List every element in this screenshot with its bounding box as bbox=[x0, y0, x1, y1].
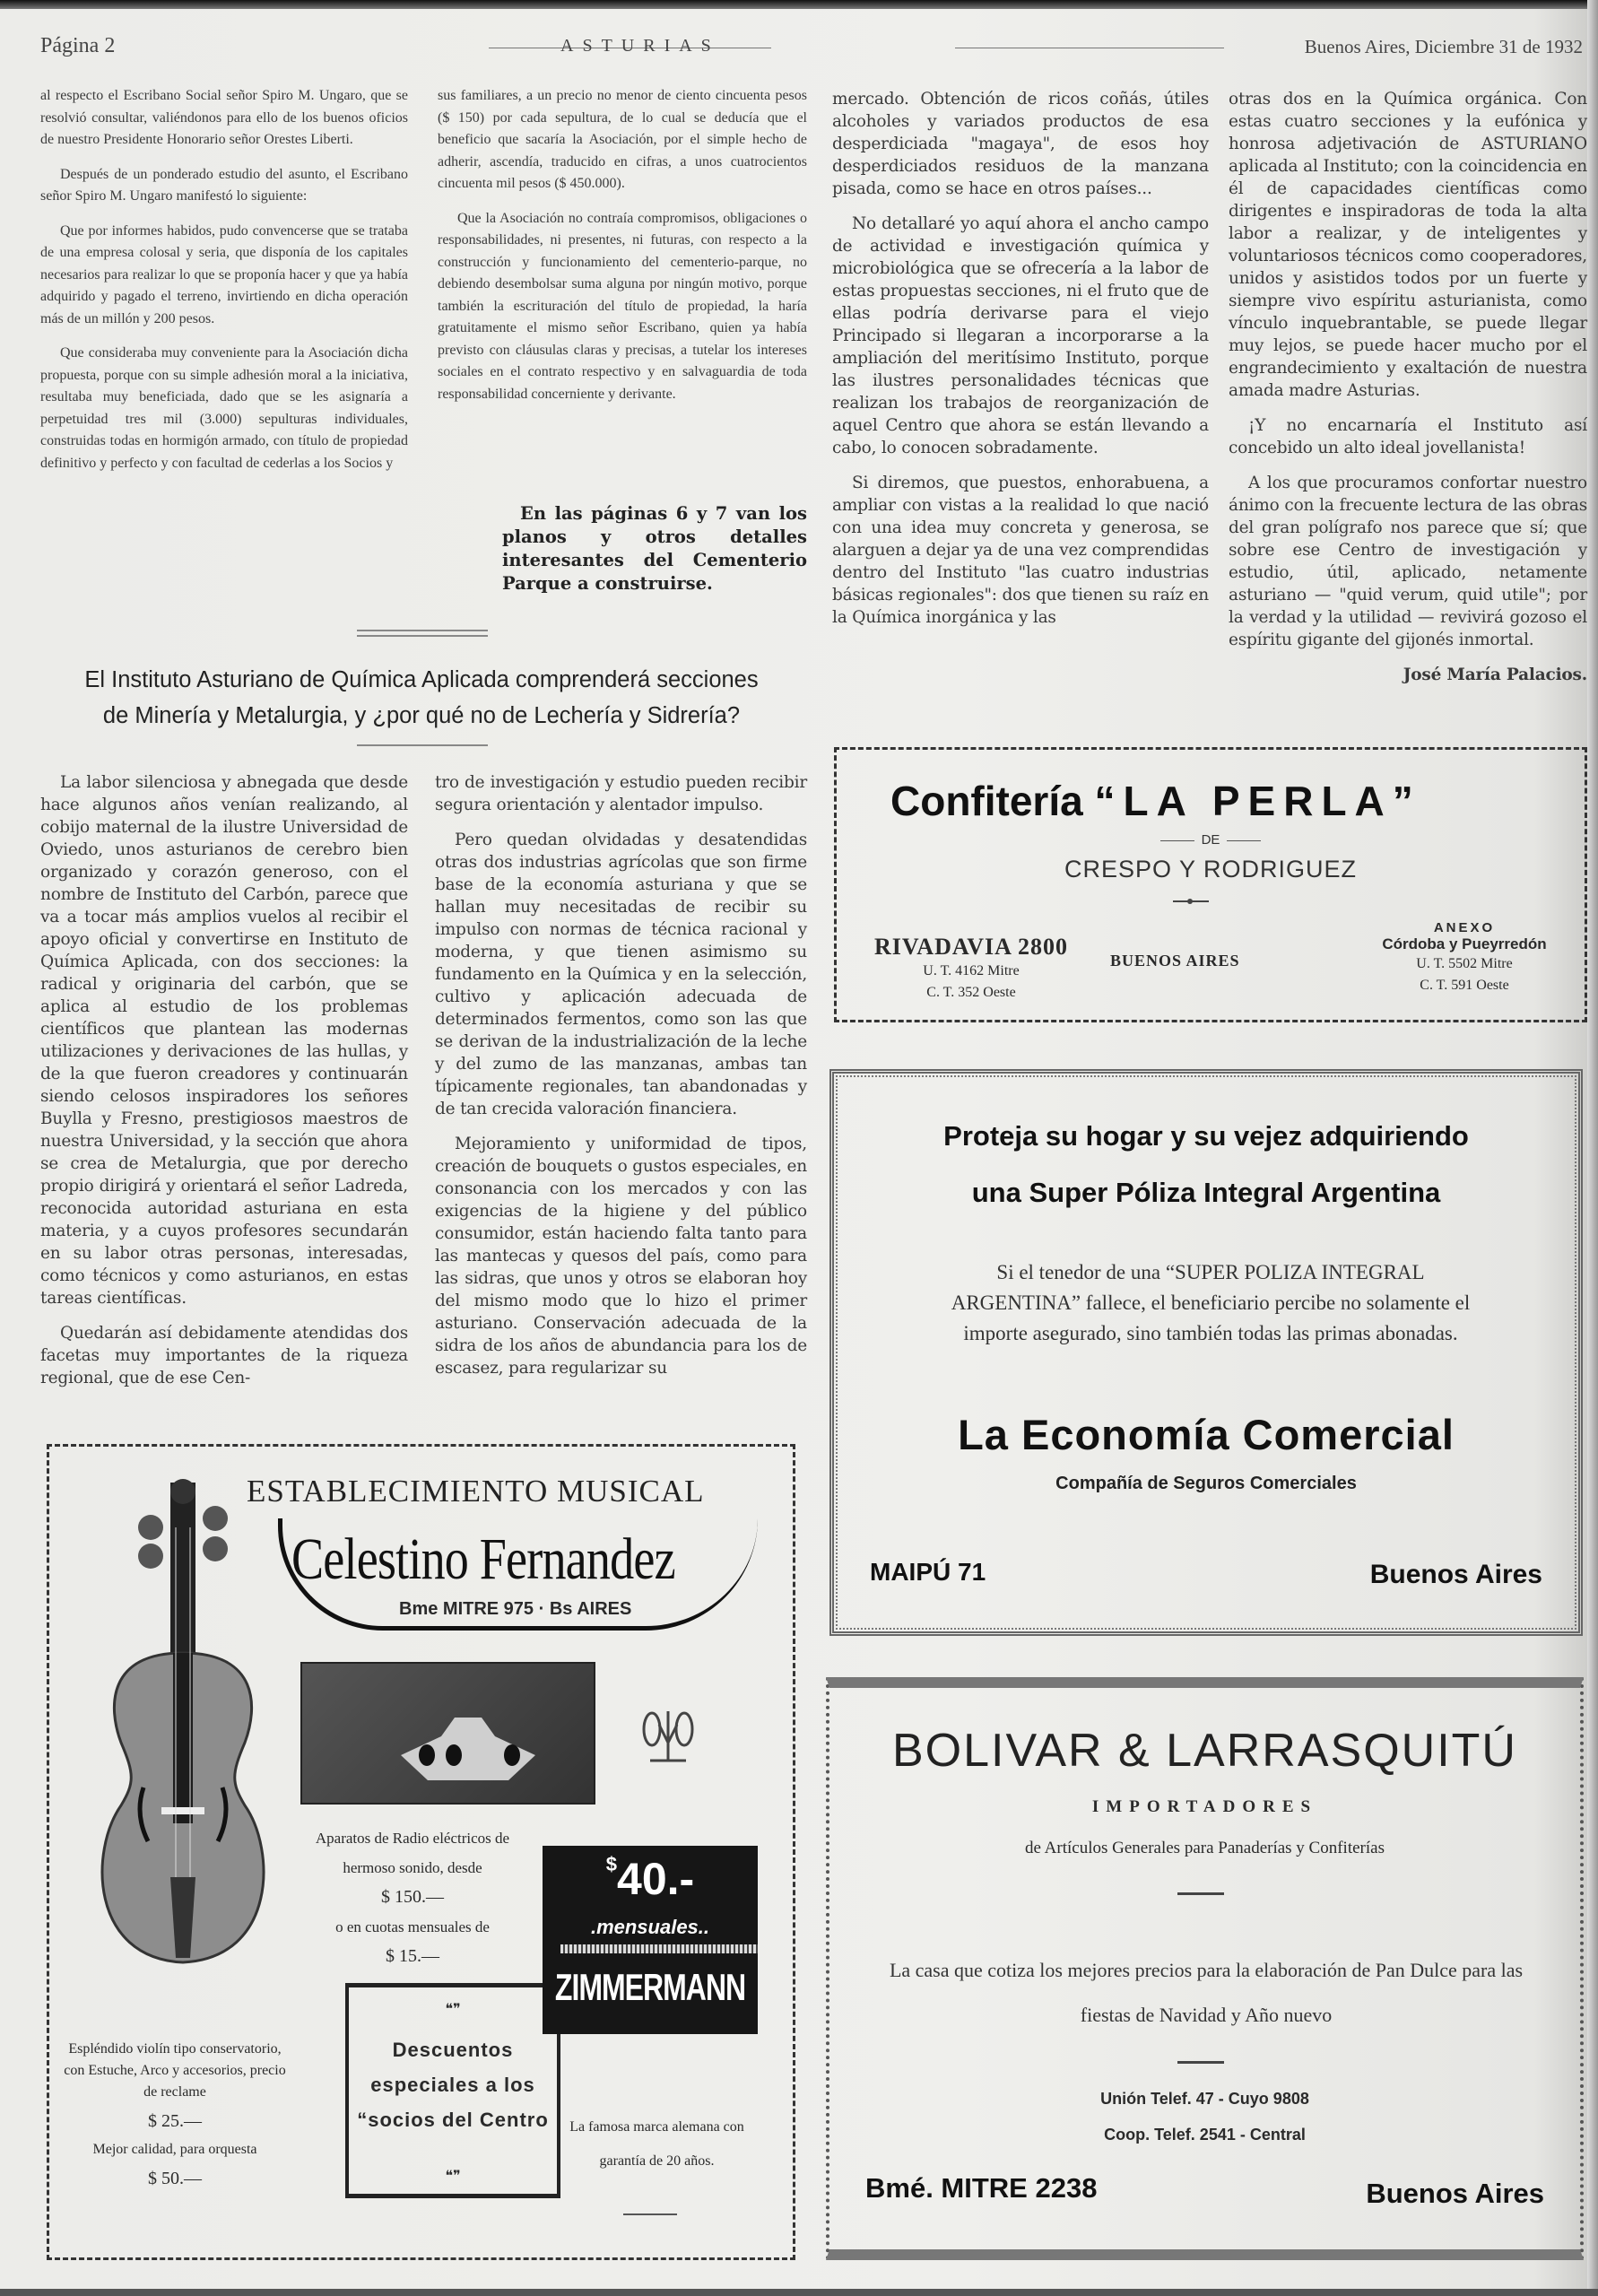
ad-annex bbox=[1357, 920, 1572, 996]
paragraph: Después de un ponderado estudio del asunto, el Escribano señor Spiro M. Ungaro manifestó lo siguiente: bbox=[40, 166, 408, 204]
headline-line: El Instituto Asturiano de Química Aplicada comprenderá secciones bbox=[84, 667, 759, 692]
paragraph: Que consideraba muy conveniente para la Asociación dicha propuesta, porque con su simple adhesión moral a la iniciativa, resultaba muy beneficiada, dado que se les asignaría a perpetuidad tres mil (3.000) sepulturas individuales, construidas todas en hormigón armado, con título de propiedad definitivo y perfecto y con facultad de cederlas a los Socios y bbox=[40, 345, 408, 471]
ad-phone: Coop. Telef. 2541 - Central bbox=[1104, 2126, 1306, 2144]
paragraph: Que por informes habidos, pudo convencerse que se trataba de una empresa colosal y seria, que disponía de los capitales necesarios para realizar lo que se proponía hacer y que ya había adquirido y pagado el terreno, invirtiendo en dicha operación más de un millón y 200 pesos. bbox=[40, 222, 408, 326]
ad-company: BOLIVAR & LARRASQUITÚ bbox=[892, 1725, 1517, 1777]
ad-la-economia-comercial bbox=[829, 1069, 1583, 1636]
scan-edge-bottom bbox=[0, 2289, 1598, 2296]
ad-subtitle: Compañía de Seguros Comerciales bbox=[1055, 1474, 1357, 1493]
paragraph: Mejoramiento y uniformidad de tipos, creación de bouquets o gustos especiales, en consonancia con los mercados y con las exigencias de la higiene y del público consumidor, están haciendo falta tanto para las mantecas y quesos del país, como para las sidras, que unos y otros se elaboran hoy del mismo modo que lo hizo el primer asturiano. Conservación adecuada de la sidra de los años de abundancia para los de escasez, para regularizar su bbox=[435, 1135, 807, 1378]
ad-main-address bbox=[873, 934, 1070, 1004]
piano-brand: ZIMMERMANN bbox=[554, 1966, 746, 2009]
ad-city: Buenos Aires bbox=[1366, 2178, 1544, 2209]
price: $ 150.— bbox=[381, 1887, 444, 1907]
article-main-col1 bbox=[40, 771, 408, 1402]
offer-text: o en cuotas mensuales de bbox=[335, 1918, 490, 1935]
headline-underline bbox=[357, 744, 488, 746]
annex-address: Córdoba y Pueyrredón bbox=[1382, 935, 1547, 952]
publication-title: ASTURIAS bbox=[560, 36, 720, 56]
ad-headline: una Super Póliza Integral Argentina bbox=[971, 1177, 1441, 1208]
ad-body: Si el tenedor de una “SUPER POLIZA INTEGRAL ARGENTINA” fallece, el beneficiario percibe no solamente el importe asegurado, sino también todas las primas abonadas. bbox=[951, 1261, 1471, 1344]
ornament-rule bbox=[623, 2213, 677, 2215]
piano-monthly: .mensuales.. bbox=[590, 1916, 710, 1938]
radio-offer bbox=[305, 1823, 520, 1971]
ad-brand: Celestino Fernandez bbox=[291, 1526, 675, 1592]
violin-offer bbox=[63, 2039, 287, 2196]
phone: U. T. 5502 Mitre bbox=[1416, 956, 1513, 971]
dateline: Buenos Aires, Diciembre 31 de 1932 bbox=[1304, 36, 1583, 57]
paragraph: sus familiares, a un precio no menor de ciento cincuenta pesos ($ 150) por cada sepultura, de lo cual se deducía que el beneficio que sacaría la Asociación, por el simple hecho de adherir, ascendía, traducido en cifras, a unos cuatrocientos cincuenta mil pesos ($ 450.000). bbox=[438, 88, 807, 191]
price: $ 25.— bbox=[148, 2111, 202, 2131]
scan-edge-top bbox=[0, 0, 1598, 9]
offer-text: Espléndido violín tipo conservatorio, con Estuche, Arco y accesorios, precio de reclame bbox=[64, 2041, 286, 2100]
paragraph: Pero quedan olvidadas y desatendidas otras dos industrias agrícolas que son firme base de la economía asturiana y que se hallan muy necesitadas de recibir su impulso con normas de técnica racional y moderna, y que tienen asimismo su fundamento en la Química y en la selección, cultivo y aplicación adecuada de determinados fermentos, como son las que se derivan de la industrialización de la leche y del zumo de las manzanas, ambas tan típicamente regionales, tan abandonadas y de tan crecida valoración financiera. bbox=[435, 831, 807, 1118]
discount-box bbox=[345, 1983, 560, 2198]
article-headline bbox=[36, 662, 807, 734]
ornament-icon: ❝❞ bbox=[445, 2002, 461, 2017]
paragraph: La labor silenciosa y abnegada que desde hace algunos años venían realizando, al cobijo maternal de la ilustre Universidad de Oviedo, unos asturianos de cerebro bien organizado y corazón generoso, con el nombre de Instituto del Carbón, parece que va a tocar más amplios vuelos al recibir el apoyo oficial y convertirse en Instituto de Química Aplicada, con dos secciones: la radical y originaria del carbón, que se aplica al estudio de los problemas científicos que plantean las modernas utilizaciones y derivaciones de las hullas, y de la que fueron creadores y continuarán siendo celosos inspiradores los señores Buylla y Fresno, prestigiosos maestros de nuestra Universidad, y la sección que ahora se crea de Metalurgia, que por derecho propio dirigirá y orientará el señor Ladreda, reconocida autoridad asturiana en esta materia, y a cuyos profesores secundarán en su labor otras personas, interesadas, como técnicos y como asturianos, en estas tareas científicas. bbox=[40, 773, 408, 1308]
paragraph: A los que procuramos confortar nuestro ánimo con la frecuente lectura de las obras del gran polígrafo nos parece que sí; que sobre ese Centro de investigación y estudio, útil, aplicado, netamente asturiano — "quid verum, quid utile"; por la verdad y la utilidad — revivirá gozoso el espíritu gigante del gijonés inmortal. bbox=[1229, 474, 1587, 649]
paragraph: tro de investigación y estudio pueden recibir segura orientación y alentador impulso. bbox=[435, 773, 807, 814]
ornament-rule bbox=[1177, 1892, 1224, 1895]
ad-headline: Proteja su hogar y su vejez adquiriendo bbox=[943, 1120, 1469, 1152]
ad-address: Bme MITRE 975 · Bs AIRES bbox=[399, 1599, 632, 1619]
crest-icon bbox=[641, 1707, 695, 1770]
piano-icon bbox=[534, 1846, 776, 2066]
ad-owners: CRESPO Y RODRIGUEZ bbox=[1064, 856, 1358, 883]
ad-de: DE bbox=[837, 832, 1585, 848]
ad-city: Buenos Aires bbox=[1369, 1560, 1542, 1589]
currency: $ bbox=[605, 1853, 618, 1875]
phone: U. T. 4162 Mitre bbox=[923, 963, 1020, 978]
editor-note: En las páginas 6 y 7 van los planos y otros detalles interesantes del Cementerio Parque a construirse. bbox=[502, 503, 807, 594]
section-divider bbox=[357, 630, 488, 631]
piano-text: La famosa marca alemana con garantía de 20 años. bbox=[569, 2119, 744, 2169]
violin-icon bbox=[72, 1474, 296, 1976]
discount-text: Descuentos especiales a los “socios del Centro bbox=[357, 2039, 549, 2131]
ad-body: La casa que cotiza los mejores precios para la elaboración de Pan Dulce para las fiestas de Navidad y Año nuevo bbox=[889, 1959, 1524, 2026]
paragraph: Si diremos, que puestos, enhorabuena, a ampliar con vistas a la realidad lo que nació con una idea muy concreta y generosa, se alarguen a dejar ya de una vez comprendidas dentro del Instituto "las cuatro industrias básicas regionales": dos que tienen su raíz en la Química inorgánica y las bbox=[832, 474, 1209, 627]
page-number: Página 2 bbox=[40, 34, 116, 57]
paragraph: ¡Y no encarnaría el Instituto así concebido un alto ideal jovellanista! bbox=[1229, 416, 1587, 457]
article-main-col2 bbox=[435, 771, 807, 1392]
ad-city: BUENOS AIRES bbox=[1110, 952, 1240, 970]
paragraph: mercado. Obtención de ricos coñás, útiles alcoholes y variados productos de esa desperdiciada "magaya", de esos hoy desperdiciados residuos de la manzana pisada, como se hace en otros países... bbox=[832, 90, 1209, 198]
annex-label: ANEXO bbox=[1433, 920, 1496, 935]
ad-role: IMPORTADORES bbox=[1091, 1797, 1318, 1816]
ad-title-name: “LA PERLA” bbox=[1094, 778, 1421, 824]
ad-company: La Economía Comercial bbox=[958, 1411, 1455, 1458]
ad-phone: Unión Telef. 47 - Cuyo 9808 bbox=[1100, 2090, 1309, 2108]
paragraph: al respecto el Escribano Social señor Spiro M. Ungaro, que se resolvió consultar, valiéndonos para ello de los buenos oficios de nuestro Presidente Honorario señor Orestes Liberti. bbox=[40, 88, 408, 147]
paragraph: otras dos en la Química orgánica. Con estas cuatro secciones y la eufónica y honrosa adjetivación de ASTURIANO aplicada al Instituto; con la coincidencia en él de capacidades científicas como dirigentes e inspiradoras de toda la alta labor a realizar, y de inteligentes y voluntariosos técnicos como cooperadores, unidos y asistidos todos por un fuerte y siempre vivo espíritu asturianista, como vínculo inquebrantable, se puede llegar muy lejos, se puede hacer mucho por el engrandecimiento y exaltación de nuestra amada madre Asturias. bbox=[1229, 90, 1587, 400]
ornament-rule bbox=[1177, 2061, 1224, 2064]
price: $ 15.— bbox=[386, 1946, 439, 1966]
headline-line: de Minería y Metalurgia, y ¿por qué no de Lechería y Sidrería? bbox=[102, 703, 741, 728]
phone: C. T. 591 Oeste bbox=[1420, 978, 1509, 993]
ad-heading: ESTABLECIMIENTO MUSICAL bbox=[247, 1474, 705, 1509]
ad-celestino-fernandez bbox=[47, 1444, 795, 2260]
offer-text: Aparatos de Radio eléctricos de hermoso sonido, desde bbox=[315, 1830, 510, 1876]
article-continued-col1 bbox=[40, 85, 408, 487]
offer-text: Mejor calidad, para orquesta bbox=[92, 2142, 257, 2157]
article-continued-col2 bbox=[438, 85, 807, 418]
piano-keys bbox=[560, 1944, 758, 1953]
paragraph: Quedarán así debidamente atendidas dos facetas muy importantes de la riqueza regional, que de ese Cen- bbox=[40, 1324, 408, 1387]
article-right-col4 bbox=[1229, 88, 1587, 699]
paragraph: Que la Asociación no contraía compromisos, obligaciones o responsabilidades, ni presentes, ni futuras, con respecto a la construcción y funcionamiento del cementerio-parque, no debiendo desembolsar suma alguna por ningún motivo, porque también la escrituración del título de propiedad, la haría gratuitamente el mismo señor Escribano, quien ya había previsto con cláusulas claras y precisas, a tutelar los intereses sociales en el contrato respectivo y en salvaguardia de toda responsabilidad concerniente y derivante. bbox=[438, 210, 807, 402]
paragraph: No detallaré yo aquí ahora el ancho campo de actividad e investigación química y microbiológica que se ofrecería a la labor de estas propuestas secciones, ni el fruto que de ellas podría derivarse para el viejo Principado si llegaran a incorporarse a la ampliación del meritísimo Instituto, porque las ilustres personalidades técnicas que realizan los trabajos de reorganización de aquel Centro que ahora se están llevando a cabo, lo conocen sobradamente. bbox=[832, 214, 1209, 457]
price-value: 40.- bbox=[617, 1854, 695, 1904]
piano-price bbox=[551, 1853, 749, 1905]
section-divider bbox=[357, 635, 488, 637]
ad-title-prefix: Confitería bbox=[890, 778, 1083, 824]
article-right-col3 bbox=[832, 88, 1209, 641]
ad-address: Bmé. MITRE 2238 bbox=[865, 2172, 1098, 2204]
ad-address: MAIPÚ 71 bbox=[870, 1558, 986, 1586]
ad-description: de Artículos Generales para Panaderías y Confiterías bbox=[1025, 1839, 1385, 1857]
ornament-icon: ❝❞ bbox=[445, 2169, 461, 2184]
author-signature: José María Palacios. bbox=[1403, 665, 1587, 684]
phone: C. T. 352 Oeste bbox=[926, 985, 1016, 1000]
radio-icon bbox=[300, 1662, 595, 1805]
ad-la-perla bbox=[834, 747, 1587, 1022]
price: $ 50.— bbox=[148, 2169, 202, 2188]
ad-title bbox=[890, 777, 1421, 825]
page-header bbox=[40, 34, 1587, 70]
address: RIVADAVIA 2800 bbox=[873, 934, 1069, 960]
ornament-icon bbox=[1173, 900, 1209, 902]
ad-bolivar-larrasquitu bbox=[826, 1677, 1584, 2260]
scan-edge-right bbox=[1587, 0, 1598, 2296]
